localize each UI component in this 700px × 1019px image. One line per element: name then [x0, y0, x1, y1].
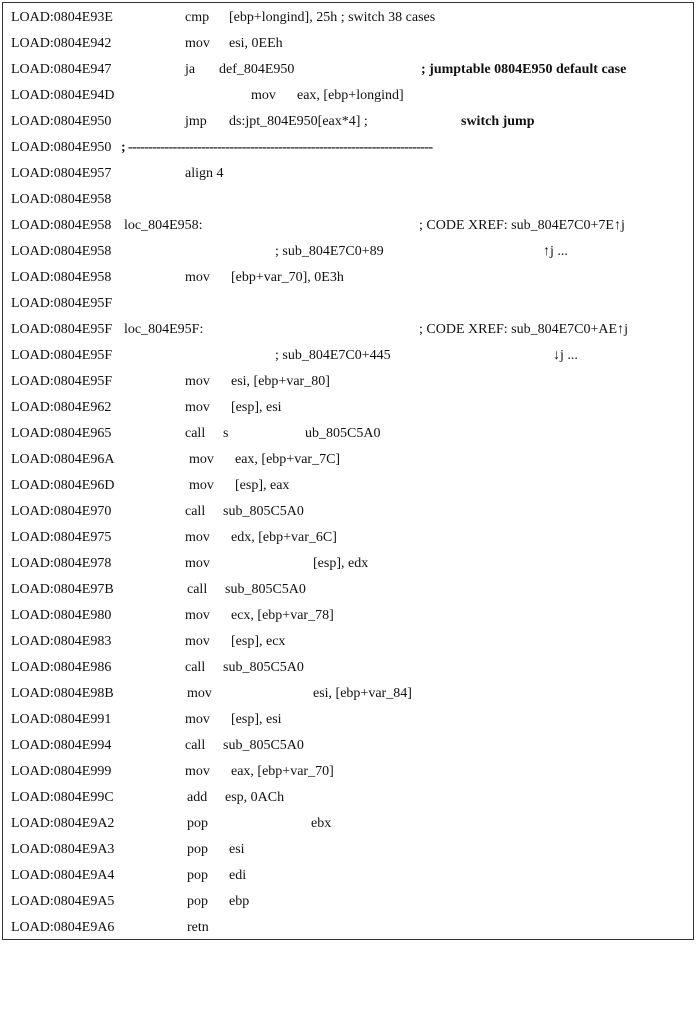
listing-line	[3, 525, 695, 551]
listing-line	[3, 239, 695, 265]
listing-line	[3, 31, 695, 57]
address: LOAD:0804E958	[11, 270, 112, 285]
address: LOAD:0804E983	[11, 634, 112, 649]
listing-line	[3, 395, 695, 421]
label: loc_804E95F:	[124, 322, 204, 337]
comment: switch jump	[461, 114, 535, 129]
listing-line	[3, 837, 695, 863]
listing-line	[3, 109, 695, 135]
listing-line	[3, 655, 695, 681]
address: LOAD:0804E95F	[11, 296, 113, 311]
mnemonic: jmp	[185, 114, 207, 129]
separator: ; ---------------------------------------------------------------------------	[121, 140, 433, 155]
listing-line	[3, 83, 695, 109]
address: LOAD:0804E97B	[11, 582, 114, 597]
xref-comment: ; CODE XREF: sub_804E7C0+7E↑j	[419, 218, 625, 233]
address: LOAD:0804E94D	[11, 88, 115, 103]
address: LOAD:0804E9A2	[11, 816, 115, 831]
listing-line	[3, 213, 695, 239]
operand: [esp], ecx	[231, 634, 286, 649]
address: LOAD:0804E991	[11, 712, 112, 727]
listing-line	[3, 603, 695, 629]
operand-continued: ub_805C5A0	[305, 426, 381, 441]
operand: [ebp+longind], 25h ; switch 38 cases	[229, 10, 436, 25]
address: LOAD:0804E99C	[11, 790, 114, 805]
mnemonic: pop	[187, 894, 208, 909]
mnemonic: add	[187, 790, 208, 805]
listing-line	[3, 135, 695, 161]
address: LOAD:0804E970	[11, 504, 112, 519]
mnemonic: mov	[251, 88, 276, 103]
address: LOAD:0804E9A3	[11, 842, 115, 857]
listing-line	[3, 5, 695, 31]
mnemonic: ja	[185, 62, 196, 77]
operand: esp, 0ACh	[225, 790, 285, 805]
mnemonic: mov	[185, 556, 210, 571]
address: LOAD:0804E958	[11, 192, 112, 207]
listing-line	[3, 811, 695, 837]
address: LOAD:0804E975	[11, 530, 112, 545]
operand: edx, [ebp+var_6C]	[231, 530, 337, 545]
operand: eax, [ebp+var_70]	[231, 764, 334, 779]
listing-line	[3, 369, 695, 395]
listing-line	[3, 785, 695, 811]
listing-line	[3, 629, 695, 655]
listing-line	[3, 733, 695, 759]
listing-line	[3, 265, 695, 291]
listing-line	[3, 759, 695, 785]
listing-line	[3, 161, 695, 187]
address: LOAD:0804E95F	[11, 348, 113, 363]
listing-line	[3, 681, 695, 707]
mnemonic: align 4	[185, 166, 224, 181]
operand: esi, [ebp+var_80]	[231, 374, 330, 389]
mnemonic: mov	[189, 478, 214, 493]
operand: esi	[229, 842, 245, 857]
operand: def_804E950	[219, 62, 295, 77]
listing-line	[3, 447, 695, 473]
mnemonic: pop	[187, 816, 208, 831]
address: LOAD:0804E950	[11, 114, 112, 129]
address: LOAD:0804E965	[11, 426, 112, 441]
mnemonic: call	[185, 504, 206, 519]
disassembly-listing	[2, 2, 694, 940]
operand: s	[223, 426, 229, 441]
mnemonic: mov	[185, 400, 210, 415]
mnemonic: call	[187, 582, 208, 597]
operand: esi, [ebp+var_84]	[313, 686, 412, 701]
operand: sub_805C5A0	[223, 660, 304, 675]
address: LOAD:0804E986	[11, 660, 112, 675]
address: LOAD:0804E9A6	[11, 920, 115, 935]
address: LOAD:0804E93E	[11, 10, 113, 25]
listing-line	[3, 343, 695, 369]
operand: [esp], esi	[231, 712, 282, 727]
mnemonic: mov	[185, 530, 210, 545]
listing-line	[3, 57, 695, 83]
mnemonic: mov	[185, 36, 210, 51]
operand: edi	[229, 868, 247, 883]
operand: sub_805C5A0	[223, 504, 304, 519]
operand: [esp], edx	[313, 556, 369, 571]
address: LOAD:0804E978	[11, 556, 112, 571]
listing-line	[3, 499, 695, 525]
address: LOAD:0804E957	[11, 166, 112, 181]
mnemonic: cmp	[185, 10, 210, 25]
xref-arrow: ↑j ...	[543, 244, 568, 259]
address: LOAD:0804E958	[11, 218, 112, 233]
mnemonic: pop	[187, 868, 208, 883]
operand: ebp	[229, 894, 250, 909]
mnemonic: mov	[187, 686, 212, 701]
mnemonic: mov	[185, 712, 210, 727]
address: LOAD:0804E962	[11, 400, 112, 415]
address: LOAD:0804E95F	[11, 322, 113, 337]
listing-line	[3, 577, 695, 603]
xref-comment: ; sub_804E7C0+89	[275, 244, 384, 259]
operand: sub_805C5A0	[225, 582, 306, 597]
address: LOAD:0804E95F	[11, 374, 113, 389]
address: LOAD:0804E950	[11, 140, 112, 155]
address: LOAD:0804E942	[11, 36, 112, 51]
address: LOAD:0804E947	[11, 62, 112, 77]
address: LOAD:0804E98B	[11, 686, 114, 701]
address: LOAD:0804E980	[11, 608, 112, 623]
listing-line	[3, 915, 695, 941]
operand: sub_805C5A0	[223, 738, 304, 753]
operand: eax, [ebp+var_7C]	[235, 452, 341, 467]
operand: [ebp+var_70], 0E3h	[231, 270, 344, 285]
operand: ecx, [ebp+var_78]	[231, 608, 334, 623]
mnemonic: retn	[187, 920, 209, 935]
address: LOAD:0804E96A	[11, 452, 115, 467]
address: LOAD:0804E9A4	[11, 868, 115, 883]
mnemonic: mov	[185, 608, 210, 623]
operand: esi, 0EEh	[229, 36, 283, 51]
address: LOAD:0804E994	[11, 738, 112, 753]
mnemonic: mov	[185, 634, 210, 649]
listing-line	[3, 187, 695, 213]
mnemonic: call	[185, 738, 206, 753]
listing-line	[3, 317, 695, 343]
operand: eax, [ebp+longind]	[297, 88, 404, 103]
mnemonic: mov	[185, 374, 210, 389]
operand: [esp], eax	[235, 478, 290, 493]
comment: ; jumptable 0804E950 default case	[421, 62, 627, 77]
listing-line	[3, 421, 695, 447]
operand: [esp], esi	[231, 400, 282, 415]
address: LOAD:0804E958	[11, 244, 112, 259]
operand: ebx	[311, 816, 332, 831]
xref-arrow: ↓j ...	[553, 348, 578, 363]
address: LOAD:0804E999	[11, 764, 112, 779]
mnemonic: mov	[185, 764, 210, 779]
listing-line	[3, 291, 695, 317]
listing-line	[3, 889, 695, 915]
operand: ds:jpt_804E950[eax*4] ;	[229, 114, 368, 129]
mnemonic: call	[185, 660, 206, 675]
mnemonic: mov	[189, 452, 214, 467]
xref-comment: ; CODE XREF: sub_804E7C0+AE↑j	[419, 322, 628, 337]
xref-comment: ; sub_804E7C0+445	[275, 348, 391, 363]
listing-line	[3, 551, 695, 577]
mnemonic: call	[185, 426, 206, 441]
address: LOAD:0804E96D	[11, 478, 115, 493]
listing-line	[3, 707, 695, 733]
address: LOAD:0804E9A5	[11, 894, 115, 909]
listing-line	[3, 473, 695, 499]
mnemonic: pop	[187, 842, 208, 857]
mnemonic: mov	[185, 270, 210, 285]
label: loc_804E958:	[124, 218, 203, 233]
listing-line	[3, 863, 695, 889]
